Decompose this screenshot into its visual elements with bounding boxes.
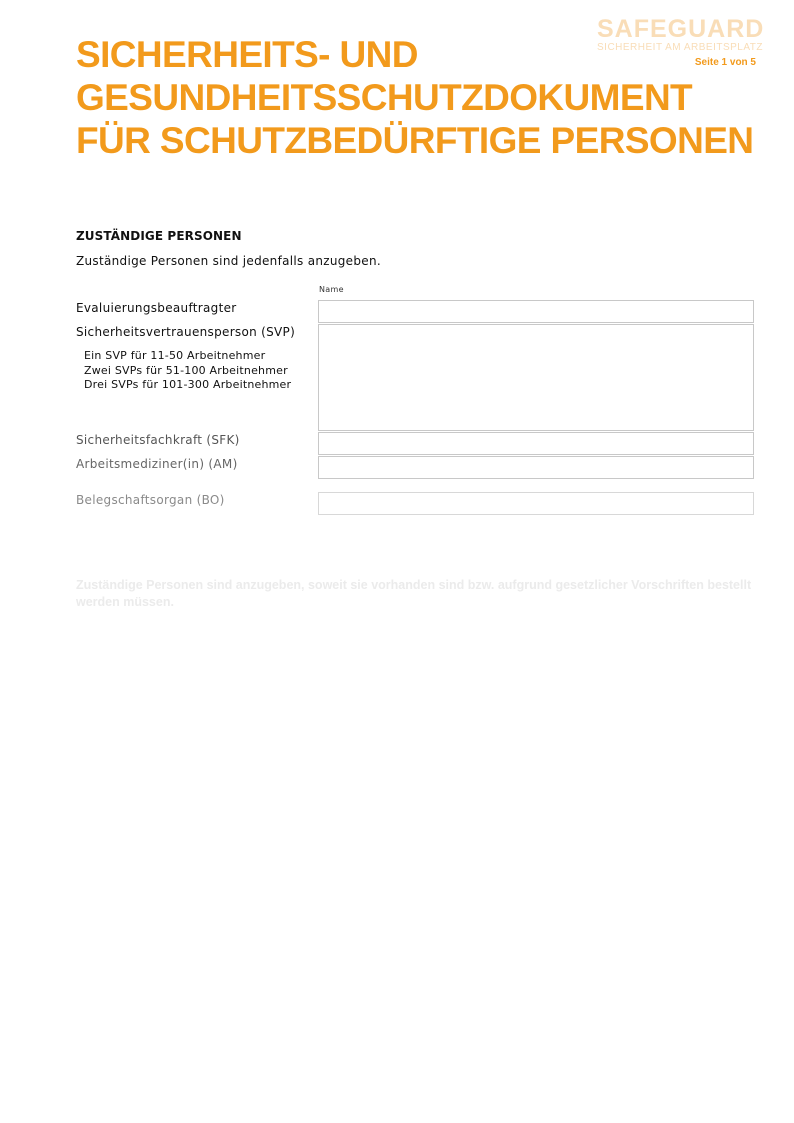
footnote: Zuständige Personen sind anzugeben, soweit sie vorhanden sind bzw. aufgrund gesetzlicher Vorschriften bestellt werden müssen. — [76, 578, 752, 609]
field-svp[interactable] — [318, 324, 754, 431]
label-svp: Sicherheitsvertrauensperson (SVP) — [76, 325, 296, 339]
logo-tagline: SICHERHEIT AM ARBEITSPLATZ — [597, 42, 763, 53]
section-intro: Zuständige Personen sind jedenfalls anzugeben. — [76, 254, 381, 268]
section-heading: ZUSTÄNDIGE PERSONEN — [76, 229, 242, 243]
title-line-3: FÜR SCHUTZBEDÜRFTIGE PERSONEN — [76, 120, 754, 161]
label-am: Arbeitsmediziner(in) (AM) — [76, 457, 238, 471]
svp-note-2: Zwei SVPs für 51-100 Arbeitnehmer — [84, 363, 288, 377]
field-am[interactable] — [318, 456, 754, 479]
svp-requirements — [84, 349, 291, 393]
logo-wordmark: SAFEGUARD — [597, 15, 765, 43]
svp-note-1: Ein SVP für 11-50 Arbeitnehmer — [84, 349, 266, 362]
field-evaluierungsbeauftragter[interactable] — [318, 300, 754, 323]
title-line-2: GESUNDHEITSSCHUTZDOKUMENT — [76, 77, 693, 118]
label-sfk: Sicherheitsfachkraft (SFK) — [76, 433, 240, 447]
svp-note-3: Drei SVPs für 101-300 Arbeitnehmer — [84, 378, 292, 391]
page-number: Seite 1 von 5 — [694, 57, 756, 68]
label-evaluierungsbeauftragter: Evaluierungsbeauftragter — [76, 301, 237, 315]
label-bo: Belegschaftsorgan (BO) — [76, 493, 225, 507]
field-sfk[interactable] — [318, 432, 754, 455]
title-line-1: SICHERHEITS- UND — [76, 34, 418, 75]
name-column-label: Name — [319, 285, 344, 294]
field-bo[interactable] — [318, 492, 754, 515]
